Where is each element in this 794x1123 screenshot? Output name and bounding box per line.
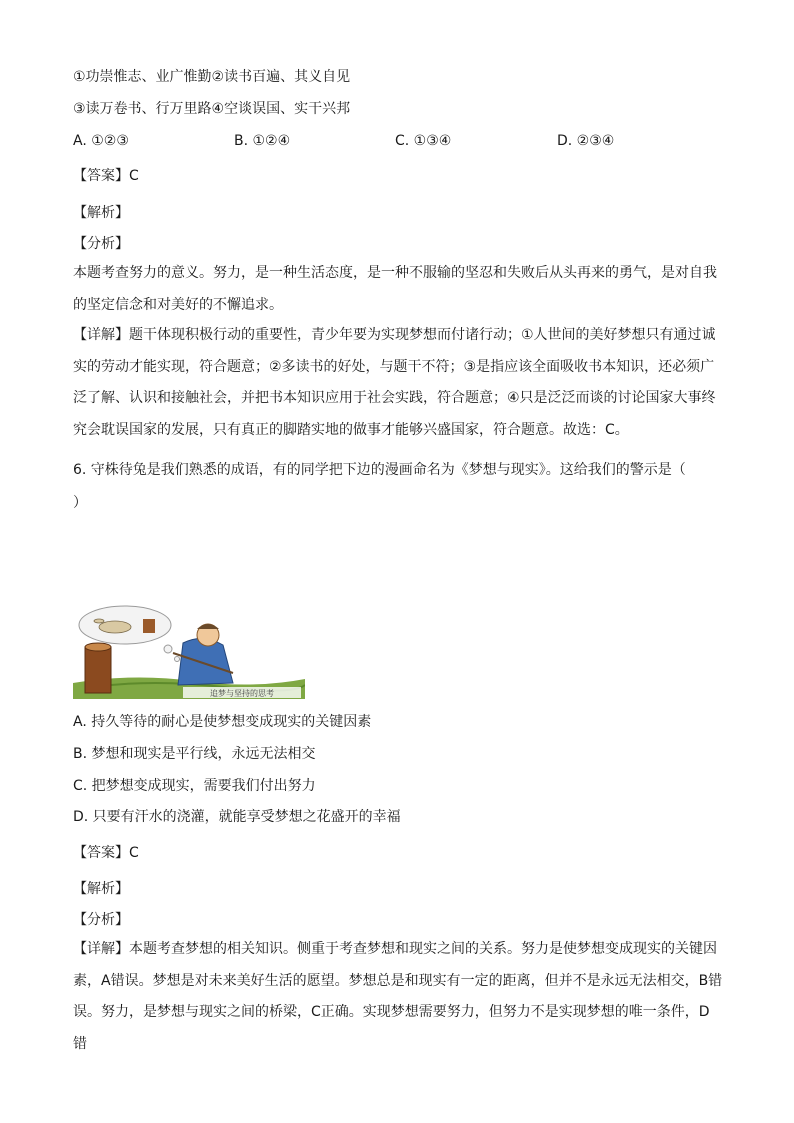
- q6-option-d: D. 只要有汗水的浇灌，就能享受梦想之花盛开的幸福: [73, 809, 401, 825]
- q6-stem: 6. 守株待兔是我们熟悉的成语，有的同学把下边的漫画命名为《梦想与现实》。这给我们的警示是（: [73, 462, 686, 478]
- q6-answer: 【答案】C: [73, 845, 139, 861]
- cartoon-caption: 追梦与坚持的思考: [210, 689, 274, 698]
- q5-detail-text: 【详解】题干体现积极行动的重要性，青少年要为实现梦想而付诸行动；①人世间的美好梦想只有通过诚实的劳动才能实现，符合题意；②多读书的好处，与题干不符；③是指应该全面吸收书本知识，还必须广泛了解、认识和接触社会，并把书本知识应用于社会实践，符合题意；④只是泛泛而谈的讨论国家大事终究会耽误国家的发展，只有真正的脚踏实地的做事才能够兴盛国家，符合题意。故选：C。: [73, 327, 716, 438]
- q5-fenxi-heading: 【分析】: [73, 236, 129, 252]
- q6-detail-text: 【详解】本题考查梦想的相关知识。侧重于考查梦想和现实之间的关系。努力是使梦想变成现实的关键因素，A错误。梦想是对未来美好生活的愿望。梦想总是和现实有一定的距离，但并不是永远无法相交，B错误。努力，是梦想与现实之间的桥梁，C正确。实现梦想需要努力，但努力不是实现梦想的唯一条件，D错: [73, 941, 723, 1052]
- q5-option-b: B. ①②④: [234, 133, 291, 149]
- q5-fenxi-text: 本题考查努力的意义。努力，是一种生活态度，是一种不服输的坚忍和失败后从头再来的勇气，是对自我的坚定信念和对美好的不懈追求。: [73, 265, 717, 313]
- q5-analysis-heading: 【解析】: [73, 205, 129, 221]
- q5-statement-line-1: ①功崇惟志、业广惟勤②读书百遍、其义自见: [73, 69, 351, 85]
- q6-analysis-heading: 【解析】: [73, 881, 129, 897]
- waiting-for-rabbit-cartoon: [73, 603, 305, 699]
- q6-option-a: A. 持久等待的耐心是使梦想变成现实的关键因素: [73, 714, 372, 730]
- q6-option-c: C. 把梦想变成现实，需要我们付出努力: [73, 778, 316, 794]
- q5-option-a: A. ①②③: [73, 133, 129, 149]
- q5-answer: 【答案】C: [73, 168, 139, 184]
- q5-option-d: D. ②③④: [557, 133, 615, 149]
- q6-fenxi-heading: 【分析】: [73, 912, 129, 928]
- q6-stem-close: ）: [73, 495, 87, 511]
- q5-statement-line-2: ③读万卷书、行万里路④空谈误国、实干兴邦: [73, 101, 351, 117]
- q5-option-c: C. ①③④: [395, 133, 452, 149]
- q6-option-b: B. 梦想和现实是平行线，永远无法相交: [73, 746, 316, 762]
